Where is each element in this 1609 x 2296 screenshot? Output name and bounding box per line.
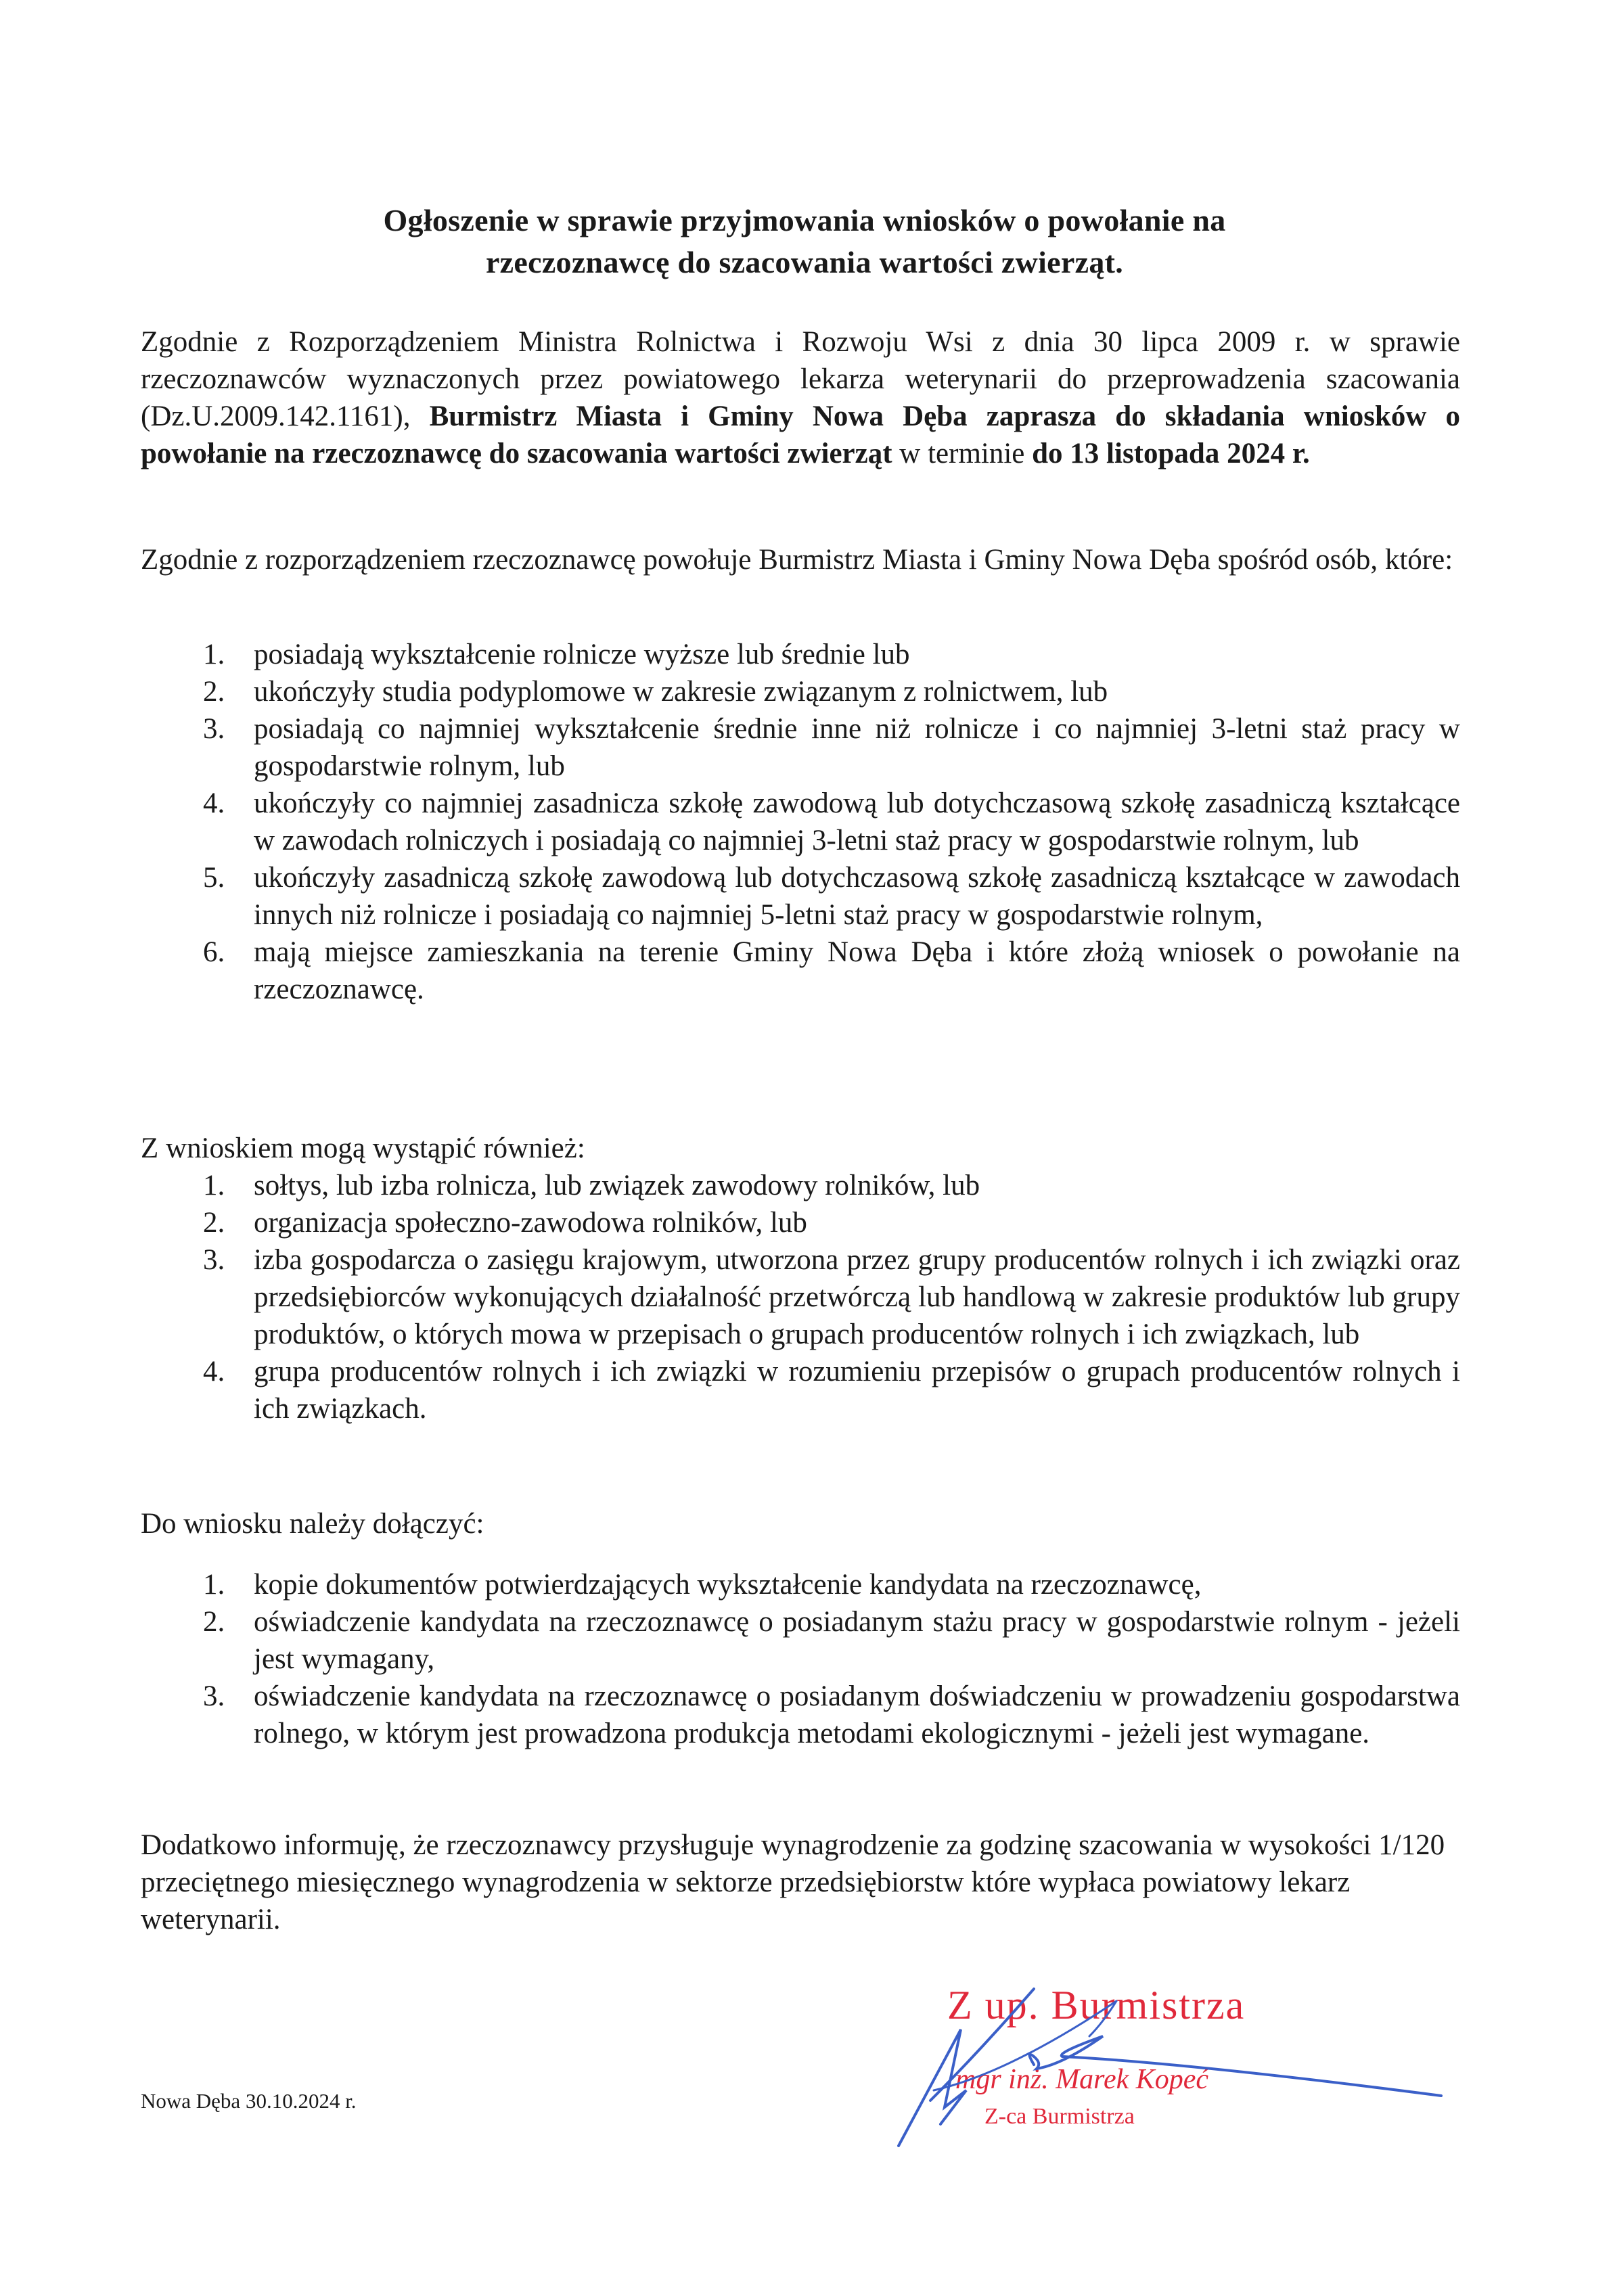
list-item: 2. ukończyły studia podyplomowe w zakresie związanym z rolnictwem, lub bbox=[203, 676, 1108, 708]
date-place: Nowa Dęba 30.10.2024 r. bbox=[141, 2089, 357, 2113]
handwritten-signature-icon bbox=[880, 1948, 1522, 2165]
document-title bbox=[0, 200, 1609, 283]
intro-text: Zgodnie z Rozporządzeniem Ministra Rolnictwa i Rozwoju Wsi z dnia 30 lipca 2009 r. w sprawie rzeczoznawców wyznaczonych przez powiatowego lekarza weterynarii do przeprowadzenia szacowania (Dz.U.2009.142.1161), bbox=[141, 326, 1460, 432]
criteria-list bbox=[141, 636, 1460, 1008]
stamp-line-1: Z up. Burmistrza bbox=[947, 1983, 1246, 2027]
list-item: 4. ukończyły co najmniej zasadnicza szkołę zawodową lub dotychczasową szkołę zasadniczą kształcące w zawodach rolniczych i posiadają co najmniej 3-letni staż pracy w gospodarstwie rolnym, lub bbox=[203, 787, 1460, 856]
title-line-1: Ogłoszenie w sprawie przyjmowania wniosków o powołanie na bbox=[383, 203, 1226, 237]
list-item: 2. organizacja społeczno-zawodowa rolników, lub bbox=[203, 1207, 807, 1239]
attachments-list bbox=[141, 1566, 1460, 1752]
list-item: 1. kopie dokumentów potwierdzających wykształcenie kandydata na rzeczoznawcę, bbox=[203, 1569, 1202, 1601]
closing-paragraph: Dodatkowo informuję, że rzeczoznawcy przysługuje wynagrodzenie za godzinę szacowania w wysokości 1/120 przeciętnego miesięcznego wynagrodzenia w sektorze przedsiębiorstw które wypłaca powiatowy lekarz weterynarii. bbox=[141, 1829, 1445, 1935]
criteria-intro: Zgodnie z rozporządzeniem rzeczoznawcę powołuje Burmistrz Miasta i Gminy Nowa Dęba spośród osób, które: bbox=[141, 544, 1453, 576]
list-item: 3. izba gospodarcza o zasięgu krajowym, utworzona przez grupy producentów rolnych i ich związki oraz przedsiębiorców wykonujących działalność przetwórczą lub handlową w zakresie produktów lub grupy produktów, o których mowa w przepisach o grupach producentów rolnych i ich związkach, lub bbox=[203, 1244, 1460, 1350]
stamp-line-2: mgr inż. Marek Kopeć bbox=[955, 2064, 1209, 2095]
list-item: 3. posiadają co najmniej wykształcenie średnie inne niż rolnicze i co najmniej 3-letni staż pracy w gospodarstwie rolnym, lub bbox=[203, 713, 1460, 782]
intro-bold-deadline: do 13 listopada 2024 r. bbox=[1032, 438, 1310, 469]
attachments-intro: Do wniosku należy dołączyć: bbox=[141, 1508, 484, 1540]
list-item: 3. oświadczenie kandydata na rzeczoznawcę o posiadanym doświadczeniu w prowadzeniu gospodarstwa rolnego, w którym jest prowadzona produkcja metodami ekologicznymi - jeżeli jest wymagane. bbox=[203, 1680, 1460, 1749]
intro-bold-invitation: Burmistrz Miasta i Gminy Nowa Dęba zaprasza do składania wniosków o powołanie na rzeczoznawcę do szacowania wartości zwierząt bbox=[141, 400, 1460, 469]
title-line-2: rzeczoznawcę do szacowania wartości zwierząt. bbox=[485, 245, 1124, 279]
list-item: 1. sołtys, lub izba rolnicza, lub związek zawodowy rolników, lub bbox=[203, 1170, 980, 1201]
list-item: 4. grupa producentów rolnych i ich związki w rozumieniu przepisów o grupach producentów rolnych i ich związkach. bbox=[203, 1356, 1460, 1425]
applicants-list bbox=[141, 1167, 1460, 1427]
list-item: 5. ukończyły zasadniczą szkołę zawodową lub dotychczasową szkołę zasadniczą kształcące w zawodach innych niż rolnicze i posiadają co najmniej 5-letni staż pracy w gospodarstwie rolnym, bbox=[203, 862, 1460, 931]
list-item: 2. oświadczenie kandydata na rzeczoznawcę o posiadanym stażu pracy w gospodarstwie rolnym - jeżeli jest wymagany, bbox=[203, 1606, 1460, 1675]
intro-text-2: w terminie bbox=[892, 438, 1033, 469]
list-item: 1. posiadają wykształcenie rolnicze wyższe lub średnie lub bbox=[203, 639, 910, 670]
list-item: 6. mają miejsce zamieszkania na terenie Gminy Nowa Dęba i które złożą wniosek o powołanie na rzeczoznawcę. bbox=[203, 936, 1460, 1005]
intro-paragraph bbox=[141, 323, 1460, 472]
applicants-intro: Z wnioskiem mogą wystąpić również: bbox=[141, 1132, 585, 1164]
stamp-line-3: Z-ca Burmistrza bbox=[984, 2104, 1135, 2129]
